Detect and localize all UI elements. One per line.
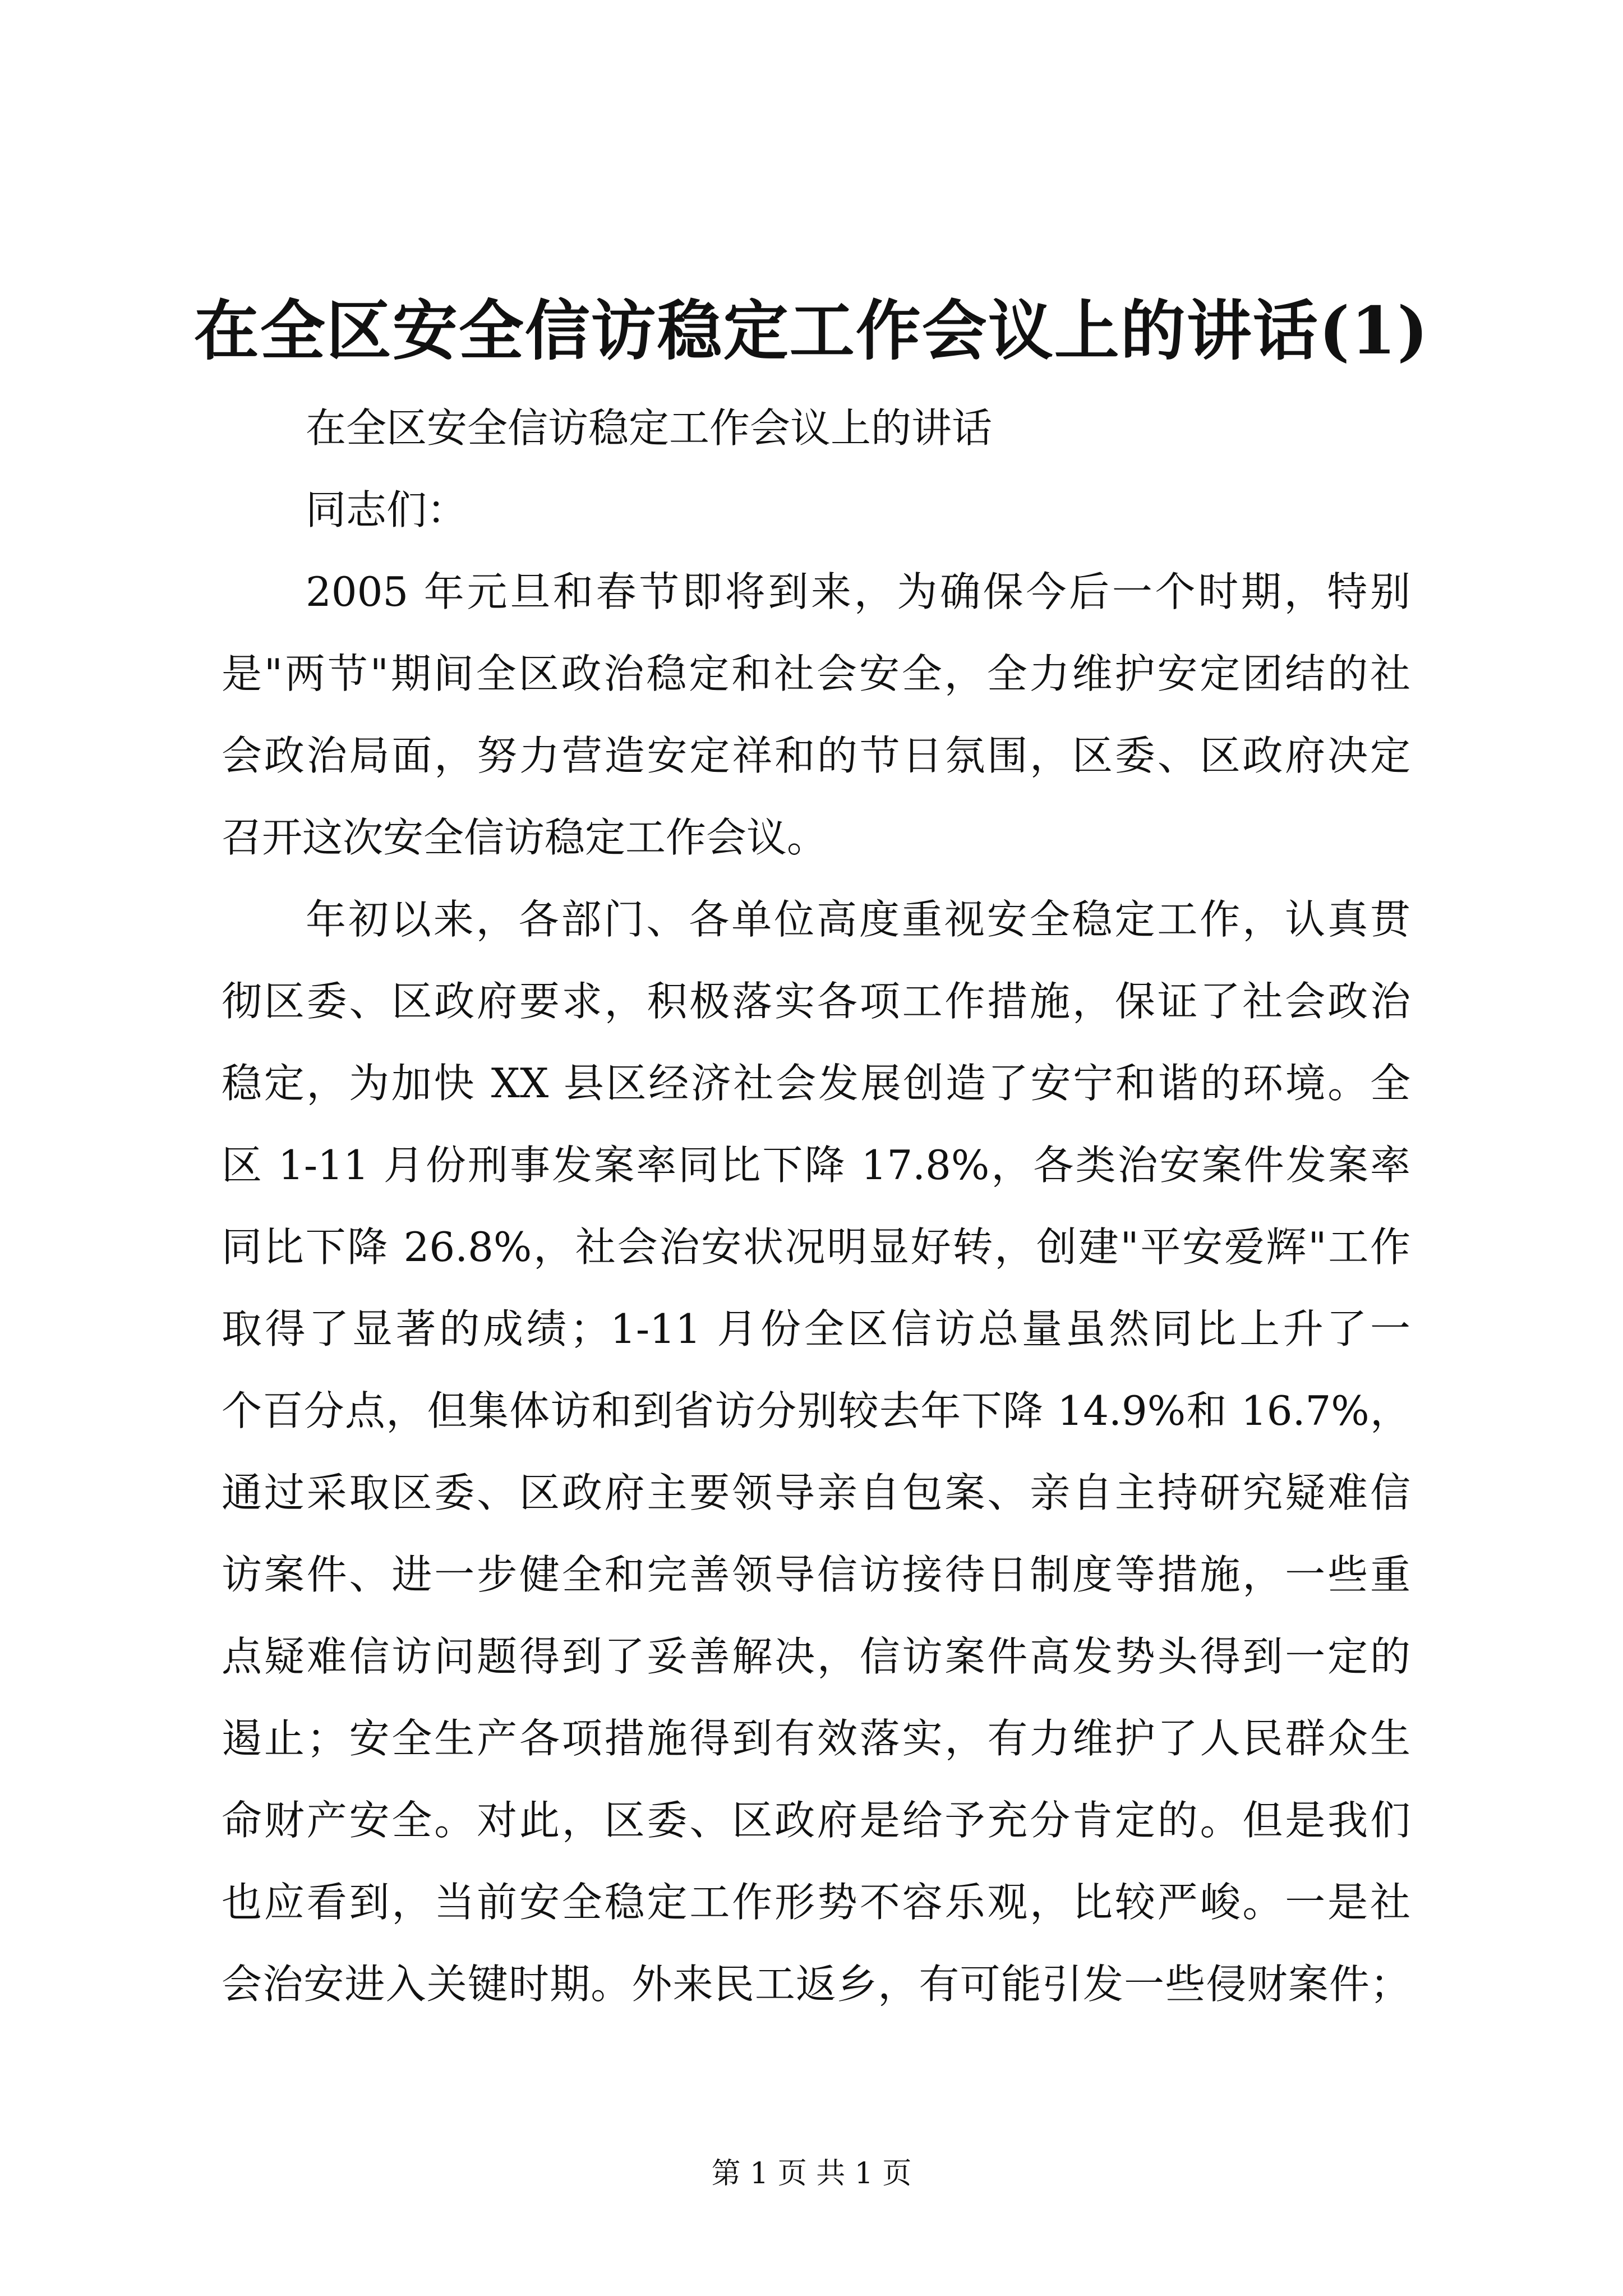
paragraph1-line: 会政治局面，努力营造安定祥和的节日氛围，区委、区政府决定 (222, 732, 1410, 779)
subtitle-line: 在全区安全信访稳定工作会议上的讲话 (306, 404, 993, 452)
paragraph2-line: 同比下降 26.8%，社会治安状况明显好转，创建"平安爱辉"工作 (222, 1223, 1410, 1271)
paragraph2-line: 取得了显著的成绩；1-11 月份全区信访总量虽然同比上升了一 (222, 1305, 1410, 1352)
paragraph2-line: 也应看到，当前安全稳定工作形势不容乐观，比较严峻。一是社 (222, 1879, 1410, 1926)
paragraph2-line: 通过采取区委、区政府主要领导亲自包案、亲自主持研究疑难信 (222, 1469, 1410, 1516)
paragraph2-line: 会治安进入关键时期。外来民工返乡，有可能引发一些侵财案件； (222, 1961, 1410, 2008)
paragraph2-line: 稳定，为加快 XX 县区经济社会发展创造了安宁和谐的环境。全 (222, 1060, 1410, 1107)
paragraph1-line: 是"两节"期间全区政治稳定和社会安全，全力维护安定团结的社 (222, 650, 1410, 697)
paragraph2-line: 个百分点，但集体访和到省访分别较去年下降 14.9%和 16.7%， (222, 1387, 1410, 1434)
paragraph2-line: 彻区委、区政府要求，积极落实各项工作措施，保证了社会政治 (222, 978, 1410, 1025)
page-footer: 第 1 页 共 1 页 (711, 2157, 912, 2191)
paragraph2-line: 命财产安全。对此，区委、区政府是给予充分肯定的。但是我们 (222, 1797, 1410, 1844)
paragraph2-line: 访案件、进一步健全和完善领导信访接待日制度等措施，一些重 (222, 1551, 1410, 1598)
paragraph1-line: 2005 年元旦和春节即将到来，为确保今后一个时期，特别 (306, 568, 1410, 615)
salutation-line: 同志们： (306, 486, 468, 533)
document-body (222, 387, 1410, 2025)
paragraph2-line: 年初以来，各部门、各单位高度重视安全稳定工作，认真贯 (306, 896, 1410, 943)
paragraph1-line: 召开这次安全信访稳定工作会议。 (222, 814, 828, 861)
paragraph2-line: 遏止；安全生产各项措施得到有效落实，有力维护了人民群众生 (222, 1715, 1410, 1762)
document-title: 在全区安全信访稳定工作会议上的讲话(1) (193, 293, 1430, 369)
paragraph2-line: 点疑难信访问题得到了妥善解决，信访案件高发势头得到一定的 (222, 1633, 1410, 1680)
paragraph2-line: 区 1-11 月份刑事发案率同比下降 17.8%，各类治安案件发案率 (222, 1142, 1410, 1189)
